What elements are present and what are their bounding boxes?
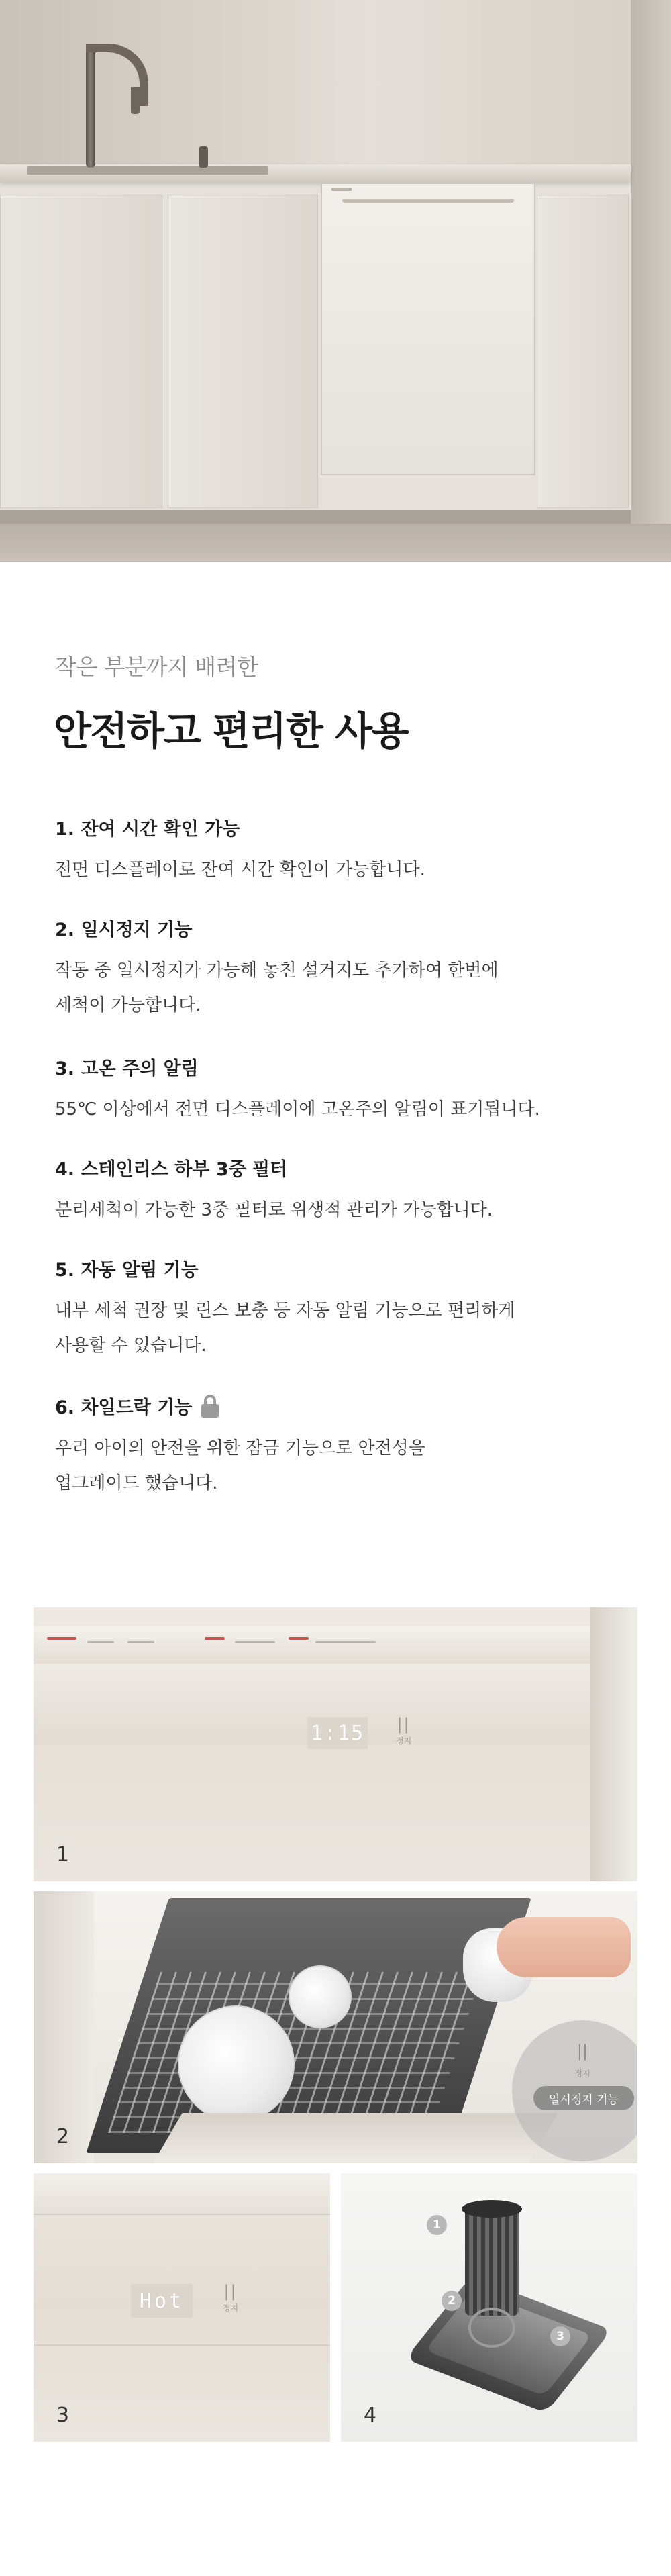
dishwasher-handle — [342, 199, 514, 203]
filter-marker: 2 — [442, 2291, 462, 2311]
control-indicator — [47, 1637, 76, 1640]
pause-badge: 일시정지 기능 — [533, 2086, 634, 2110]
plate — [178, 2005, 295, 2122]
cabinet-frame — [590, 1607, 637, 1881]
panel-number: 2 — [56, 2125, 70, 2148]
filter-marker: 3 — [550, 2326, 570, 2346]
feature-title: 5. 자동 알림 기능 — [55, 1260, 199, 1281]
panel-number: 4 — [364, 2404, 377, 2427]
time-display: 1:15 — [307, 1717, 368, 1749]
control-indicator — [315, 1641, 376, 1643]
feature-title: 3. 고온 주의 알림 — [55, 1058, 199, 1079]
feature-title: 1. 잔여 시간 확인 가능 — [55, 819, 240, 840]
floor — [0, 524, 671, 562]
feature-description: 분리세척이 가능한 3중 필터로 위생적 관리가 가능합니다. — [55, 1200, 493, 1220]
feature-title: 4. 스테인리스 하부 3중 필터 — [55, 1159, 288, 1180]
section-headline: 안전하고 편리한 사용 — [54, 708, 409, 754]
section-intro: 작은 부분까지 배려한 — [55, 654, 258, 680]
feature-description: 내부 세척 권장 및 린스 보충 등 자동 알림 기능으로 편리하게 사용할 수 있습니다. — [55, 1301, 515, 1356]
hot-warning-image — [34, 2173, 330, 2442]
pause-label: 정지 — [396, 1736, 412, 1746]
panel-seam — [34, 2344, 330, 2346]
pause-icon: || — [576, 2042, 588, 2061]
faucet-spout — [131, 87, 140, 114]
control-indicator — [127, 1641, 154, 1643]
feature-description: 전면 디스플레이로 잔여 시간 확인이 가능합니다. — [55, 860, 425, 880]
pause-function-image — [34, 1891, 637, 2163]
filter-image — [341, 2173, 637, 2442]
plinth — [0, 510, 631, 524]
hand — [497, 1917, 631, 1977]
pause-icon: || — [223, 2282, 238, 2301]
feature-description: 우리 아이의 안전을 위한 잠금 기능으로 안전성을 업그레이드 했습니다. — [55, 1438, 425, 1493]
control-indicator — [235, 1641, 275, 1643]
cabinet-door — [168, 195, 318, 508]
control-rail — [34, 1626, 637, 1665]
sink — [27, 166, 268, 175]
feature-title: 2. 일시정지 기능 — [55, 920, 193, 940]
feature-item — [55, 1393, 619, 1501]
cylinder-filter-top — [462, 2200, 522, 2218]
dishwasher — [321, 183, 535, 475]
filter-marker: 1 — [427, 2215, 447, 2235]
tap — [199, 146, 208, 168]
bowl — [289, 1965, 352, 2028]
control-rail — [34, 2173, 330, 2215]
cylinder-filter — [465, 2208, 519, 2316]
feature-item — [55, 1054, 619, 1127]
panel-number: 1 — [56, 1843, 70, 1867]
panel-number: 3 — [56, 2404, 70, 2427]
feature-item — [55, 1255, 619, 1363]
remaining-time-image — [34, 1607, 637, 1881]
pause-indicator — [396, 1715, 411, 1746]
kitchen-side-wall — [631, 0, 671, 562]
feature-item — [55, 814, 619, 887]
cabinet-frame — [34, 1891, 94, 2163]
feature-description: 작동 중 일시정지가 가능해 놓친 설거지도 추가하여 한번에 세척이 가능합니다. — [55, 960, 499, 1015]
fine-filter — [468, 2308, 515, 2348]
control-indicator — [205, 1637, 225, 1640]
control-indicator — [87, 1641, 114, 1643]
hot-display: Hot — [131, 2284, 193, 2318]
hero-kitchen-image — [0, 0, 671, 562]
feature-title: 6. 차일드락 기능 — [55, 1393, 619, 1419]
feature-item — [55, 915, 619, 1023]
control-indicator — [289, 1637, 309, 1640]
cabinet-door — [0, 195, 162, 508]
feature-description: 55℃ 이상에서 전면 디스플레이에 고온주의 알림이 표기됩니다. — [55, 1099, 540, 1120]
pause-icon: || — [397, 1715, 411, 1734]
dishwasher-door — [153, 2113, 558, 2163]
dishwasher-brand-mark — [331, 188, 352, 191]
pause-label: 정지 — [223, 2303, 239, 2313]
lock-icon — [201, 1395, 219, 1418]
pause-indicator — [223, 2282, 238, 2314]
feature-item — [55, 1154, 619, 1228]
pause-label: 정지 — [574, 2069, 590, 2078]
cabinet-door — [537, 195, 629, 508]
